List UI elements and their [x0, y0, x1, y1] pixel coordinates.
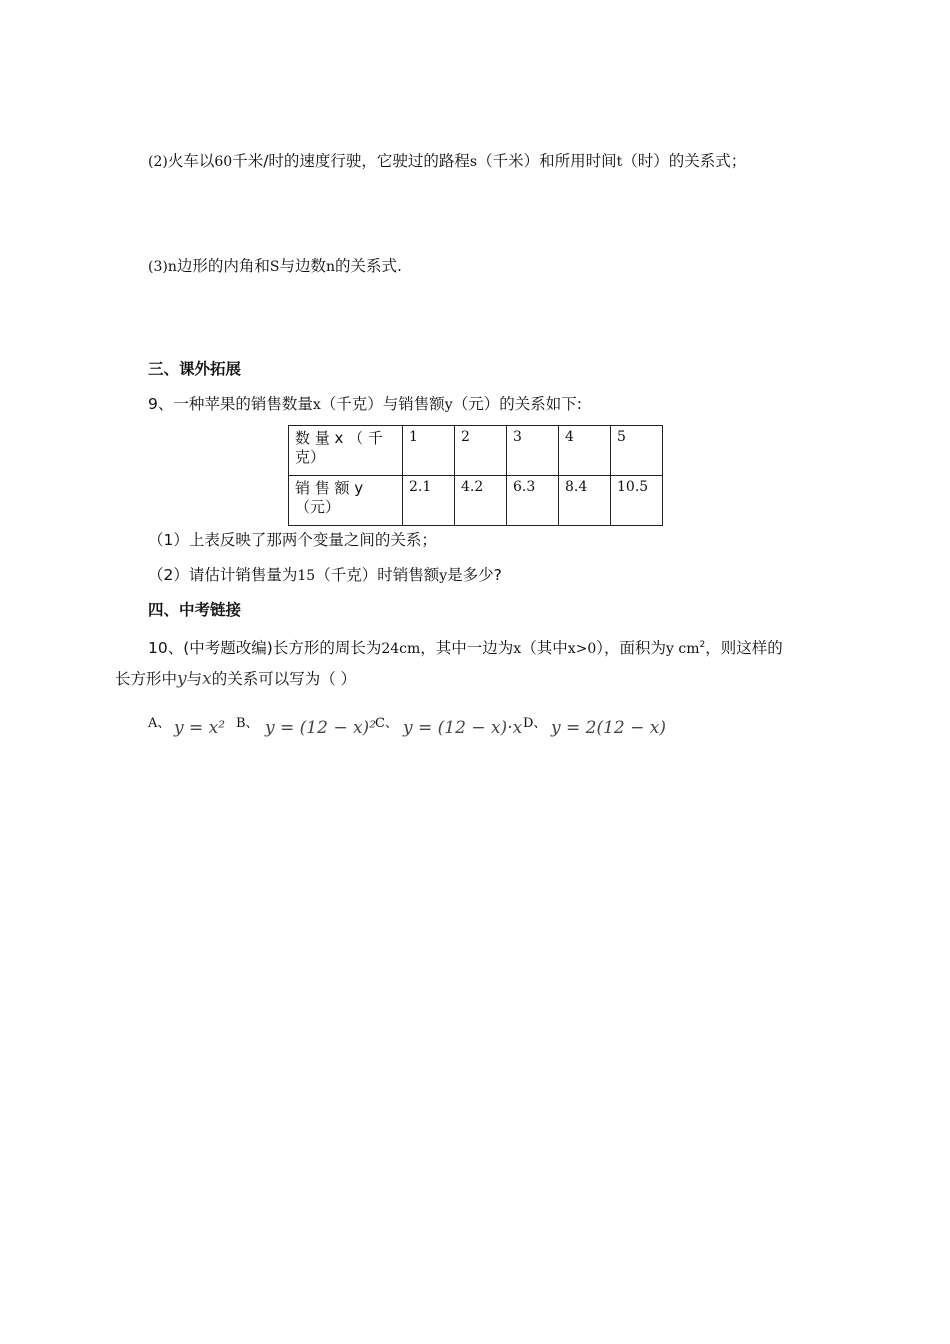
option-c-label: C、: [375, 716, 398, 731]
row-header-sales: 销 售 额 y （元）: [289, 476, 403, 526]
table-cell: 4: [559, 426, 611, 476]
table-cell: 4.2: [455, 476, 507, 526]
question-9-2: （2）请估计销售量为15（千克）时销售额y是多少?: [148, 566, 502, 584]
table-cell: 6.3: [507, 476, 559, 526]
question-2: (2)火车以60千米/时的速度行驶，它驶过的路程s（千米）和所用时间t（时）的关系式；: [148, 152, 747, 170]
option-b-label: B、: [236, 716, 259, 731]
option-a-formula: y = x²: [174, 718, 226, 738]
question-3: (3)n边形的内角和S与边数n的关系式.: [148, 257, 402, 275]
question-9-1: （1）上表反映了那两个变量之间的关系；: [148, 531, 437, 549]
section-4-heading: 四、中考链接: [148, 601, 242, 619]
question-9: 9、一种苹果的销售数量x（千克）与销售额y（元）的关系如下:: [148, 395, 582, 413]
option-b-formula: y = (12 − x)²: [265, 718, 377, 738]
table-cell: 5: [611, 426, 663, 476]
table-cell: 8.4: [559, 476, 611, 526]
table-cell: 10.5: [611, 476, 663, 526]
table-cell: 2.1: [403, 476, 455, 526]
row-header-quantity: 数 量 x （ 千 克）: [289, 426, 403, 476]
sales-table: [288, 425, 663, 526]
option-d-formula: y = 2(12 − x): [551, 718, 667, 738]
table-cell: 1: [403, 426, 455, 476]
table-cell: 3: [507, 426, 559, 476]
table-row: [289, 476, 663, 526]
option-d-label: D、: [523, 716, 547, 731]
table-row: [289, 426, 663, 476]
question-10-line-1: 10、(中考题改编)长方形的周长为24cm，其中一边为x（其中x>0），面积为y $cm^2$，则这样的: [148, 639, 783, 658]
q2-prefix: (2): [148, 154, 168, 170]
question-10-line-2: 长方形中y与x的关系可以写为（ ）: [115, 669, 357, 689]
table-cell: 2: [455, 426, 507, 476]
section-3-heading: 三、课外拓展: [148, 360, 242, 378]
option-a-label: A、: [148, 716, 171, 731]
option-c-formula: y = (12 − x)·x: [403, 718, 523, 738]
